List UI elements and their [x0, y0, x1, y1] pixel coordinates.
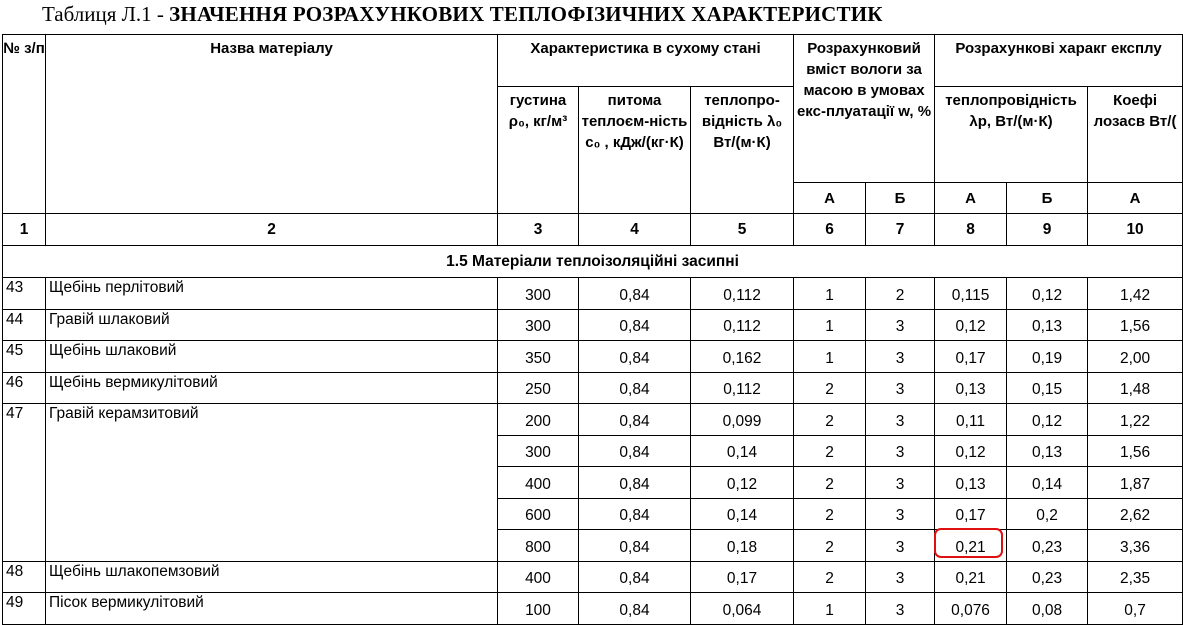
value-cell: 0,13 [1007, 435, 1088, 467]
col-number: 5 [691, 214, 794, 246]
value-cell: 0,84 [579, 341, 691, 373]
value-cell: 2 [794, 561, 866, 593]
value-cell: 0,84 [579, 372, 691, 404]
col-number: 1 [3, 214, 46, 246]
header-density: густина ρ₀, кг/м³ [498, 87, 579, 214]
row-number: 43 [3, 278, 46, 310]
material-name: Щебінь вермикулітовий [46, 372, 498, 404]
material-name: Гравій шлаковий [46, 309, 498, 341]
value-cell: 2 [794, 530, 866, 562]
table-row [3, 561, 1183, 593]
value-cell: 3 [866, 404, 935, 436]
value-cell: 2 [794, 404, 866, 436]
value-cell: 300 [498, 309, 579, 341]
value-cell: 1,42 [1088, 278, 1183, 310]
value-cell: 600 [498, 498, 579, 530]
table-caption [42, 2, 883, 27]
value-cell: 0,84 [579, 498, 691, 530]
value-cell: 1,22 [1088, 404, 1183, 436]
value-cell: 3 [866, 498, 935, 530]
value-cell: 1 [794, 309, 866, 341]
value-cell: 0,17 [935, 341, 1007, 373]
value-cell: 200 [498, 404, 579, 436]
value-cell: 3 [866, 561, 935, 593]
material-name: Щебінь шлаковий [46, 341, 498, 373]
value-cell: 0,84 [579, 593, 691, 625]
header-w-b: Б [866, 183, 935, 214]
value-cell: 0,112 [691, 278, 794, 310]
value-cell: 800 [498, 530, 579, 562]
header-dry: Характеристика в сухому стані [498, 35, 794, 87]
value-cell: 0,84 [579, 435, 691, 467]
header-heat-capacity: питома теплоєм-ність c₀ , кДж/(кг·К) [579, 87, 691, 214]
col-number: 6 [794, 214, 866, 246]
value-cell: 0,13 [935, 372, 1007, 404]
value-cell: 0,12 [691, 467, 794, 499]
value-cell: 0,84 [579, 561, 691, 593]
value-cell: 2,00 [1088, 341, 1183, 373]
value-cell: 400 [498, 467, 579, 499]
value-cell: 0,099 [691, 404, 794, 436]
row-number: 49 [3, 593, 46, 625]
value-cell: 2 [866, 278, 935, 310]
column-numbers-row [3, 214, 1183, 246]
value-cell: 0,14 [691, 498, 794, 530]
value-cell: 1,87 [1088, 467, 1183, 499]
value-cell: 0,84 [579, 530, 691, 562]
section-row [3, 246, 1183, 278]
value-cell: 0,14 [691, 435, 794, 467]
value-cell: 250 [498, 372, 579, 404]
value-cell: 0,12 [1007, 404, 1088, 436]
caption-title: ЗНАЧЕННЯ РОЗРАХУНКОВИХ ТЕПЛОФІЗИЧНИХ ХАРАКТЕРИСТИК [169, 2, 883, 26]
col-number: 10 [1088, 214, 1183, 246]
value-cell: 1,56 [1088, 435, 1183, 467]
value-cell: 3,36 [1088, 530, 1183, 562]
value-cell: 0,076 [935, 593, 1007, 625]
col-number: 9 [1007, 214, 1088, 246]
col-number: 3 [498, 214, 579, 246]
material-name: Пісок вермикулітовий [46, 593, 498, 625]
value-cell: 300 [498, 435, 579, 467]
value-cell: 400 [498, 561, 579, 593]
value-cell: 1 [794, 593, 866, 625]
value-cell: 0,12 [1007, 278, 1088, 310]
caption-prefix: Таблиця Л.1 - [42, 2, 170, 26]
value-cell: 0,115 [935, 278, 1007, 310]
value-cell: 100 [498, 593, 579, 625]
row-number: 48 [3, 561, 46, 593]
value-cell: 0,112 [691, 372, 794, 404]
row-number: 44 [3, 309, 46, 341]
section-title: 1.5 Матеріали теплоізоляційні засипні [3, 246, 1183, 278]
value-cell: 3 [866, 530, 935, 562]
value-cell: 2,35 [1088, 561, 1183, 593]
value-cell: 0,15 [1007, 372, 1088, 404]
header-coef-a: А [1088, 183, 1183, 214]
value-cell: 2 [794, 372, 866, 404]
value-cell: 0,84 [579, 467, 691, 499]
header-calc: Розрахункові харакг експлу [935, 35, 1183, 87]
value-cell: 0,7 [1088, 593, 1183, 625]
header-conductivity: теплопро-відність λ₀ Вт/(м·К) [691, 87, 794, 214]
value-cell: 0,12 [935, 309, 1007, 341]
table-row [3, 593, 1183, 625]
value-cell: 350 [498, 341, 579, 373]
value-cell: 1,56 [1088, 309, 1183, 341]
table-row [3, 309, 1183, 341]
value-cell: 0,14 [1007, 467, 1088, 499]
value-cell: 0,064 [691, 593, 794, 625]
col-number: 4 [579, 214, 691, 246]
value-cell: 3 [866, 435, 935, 467]
value-cell: 0,17 [691, 561, 794, 593]
thermal-properties-table [2, 34, 1183, 625]
value-cell: 0,21 [935, 530, 1007, 562]
value-cell: 0,21 [935, 561, 1007, 593]
header-lambda-a: А [935, 183, 1007, 214]
value-cell: 3 [866, 372, 935, 404]
value-cell: 2,62 [1088, 498, 1183, 530]
value-cell: 0,13 [1007, 309, 1088, 341]
value-cell: 0,18 [691, 530, 794, 562]
table-row [3, 278, 1183, 310]
value-cell: 3 [866, 593, 935, 625]
value-cell: 0,19 [1007, 341, 1088, 373]
value-cell: 2 [794, 467, 866, 499]
value-cell: 0,112 [691, 309, 794, 341]
row-number: 45 [3, 341, 46, 373]
value-cell: 1 [794, 278, 866, 310]
value-cell: 0,13 [935, 467, 1007, 499]
value-cell: 0,84 [579, 309, 691, 341]
header-num: № з/п [3, 35, 46, 214]
value-cell: 0,11 [935, 404, 1007, 436]
material-name: Щебінь шлакопемзовий [46, 561, 498, 593]
value-cell: 300 [498, 278, 579, 310]
header-name: Назва матеріалу [46, 35, 498, 214]
header-moisture: Розрахунковий вміст вологи за масою в умовах екс-плуатації w, % [794, 35, 935, 183]
value-cell: 0,162 [691, 341, 794, 373]
value-cell: 0,12 [935, 435, 1007, 467]
header-w-a: А [794, 183, 866, 214]
header-calc-lambda: теплопровідність λр, Вт/(м·К) [935, 87, 1088, 183]
value-cell: 1,48 [1088, 372, 1183, 404]
header-calc-coef: Коефі лозасв Вт/( [1088, 87, 1183, 183]
row-number: 46 [3, 372, 46, 404]
value-cell: 0,17 [935, 498, 1007, 530]
value-cell: 1 [794, 341, 866, 373]
material-name: Щебінь перлітовий [46, 278, 498, 310]
value-cell: 0,2 [1007, 498, 1088, 530]
value-cell: 2 [794, 498, 866, 530]
col-number: 2 [46, 214, 498, 246]
table-row [3, 372, 1183, 404]
col-number: 8 [935, 214, 1007, 246]
value-cell: 0,84 [579, 278, 691, 310]
header-lambda-b: Б [1007, 183, 1088, 214]
material-name: Гравій керамзитовий [46, 404, 498, 562]
value-cell: 2 [794, 435, 866, 467]
value-cell: 3 [866, 467, 935, 499]
value-cell: 0,23 [1007, 530, 1088, 562]
table-row [3, 341, 1183, 373]
value-cell: 0,23 [1007, 561, 1088, 593]
row-number: 47 [3, 404, 46, 562]
value-cell: 3 [866, 341, 935, 373]
value-cell: 0,08 [1007, 593, 1088, 625]
value-cell: 3 [866, 309, 935, 341]
value-cell: 0,84 [579, 404, 691, 436]
table-row [3, 404, 1183, 436]
col-number: 7 [866, 214, 935, 246]
